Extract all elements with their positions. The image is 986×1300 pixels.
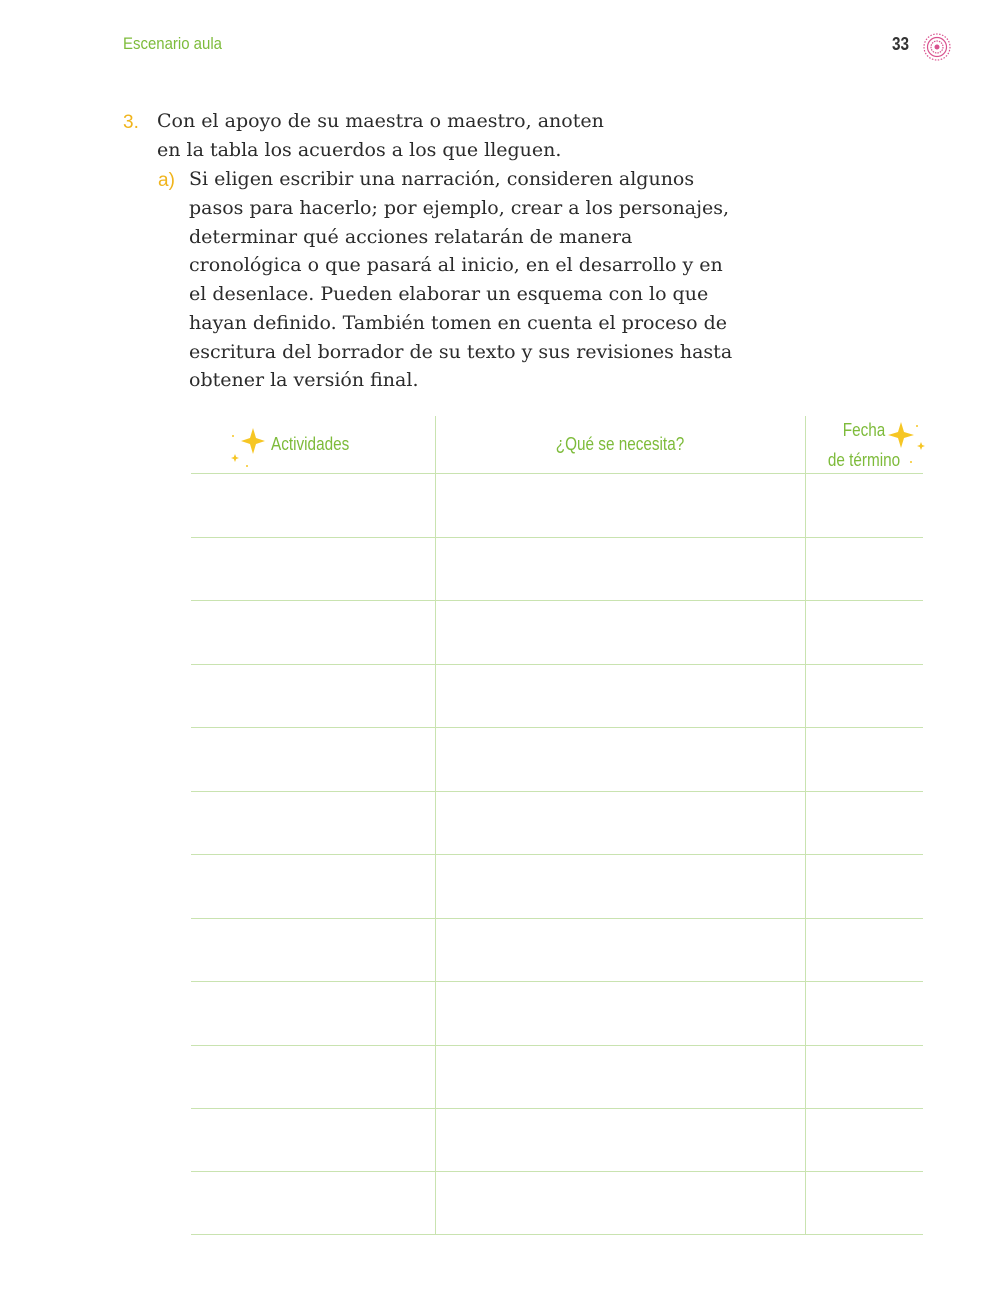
table-row-rule	[191, 537, 923, 538]
page-ornament-icon	[922, 32, 952, 62]
sub-item-line: escritura del borrador de su texto y sus revisiones hasta	[189, 341, 733, 363]
table-row-rule	[191, 854, 923, 855]
table-row-rule	[191, 1108, 923, 1109]
intro-line: Con el apoyo de su maestra o maestro, anoten	[157, 110, 604, 132]
agreements-table	[191, 416, 923, 1234]
page-number: 33	[892, 34, 910, 54]
table-row-rule	[191, 600, 923, 601]
column-divider	[435, 416, 436, 1234]
sub-item-line: obtener la versión final.	[189, 369, 419, 391]
item-number: 3.	[123, 112, 139, 133]
table-row-rule	[191, 981, 923, 982]
table-row-rule	[191, 664, 923, 665]
section-title: Escenario aula	[123, 34, 222, 53]
table-row-rule	[191, 727, 923, 728]
sub-item-marker: a)	[158, 170, 175, 191]
sub-item-line: determinar qué acciones relatarán de manera	[189, 226, 633, 248]
sub-item-line: pasos para hacerlo; por ejemplo, crear a los personajes,	[189, 197, 730, 219]
column-header-date: de término	[827, 450, 901, 470]
table-row-rule	[191, 1234, 923, 1235]
table-row-rule	[191, 1171, 923, 1172]
table-row-rule	[191, 473, 923, 474]
column-header-date: Fecha	[842, 420, 886, 440]
sub-item-line: el desenlace. Pueden elaborar un esquema con lo que	[189, 283, 709, 305]
table-row-rule	[191, 918, 923, 919]
sub-item-line: Si eligen escribir una narración, consideren algunos	[189, 168, 695, 190]
sparkle-icon	[227, 426, 267, 470]
intro-line: en la tabla los acuerdos a los que lleguen.	[157, 139, 562, 161]
sparkle-icon	[887, 418, 927, 468]
sub-item-line: hayan definido. También tomen en cuenta el proceso de	[189, 312, 728, 334]
column-header-needs: ¿Qué se necesita?	[555, 434, 685, 454]
sub-item-line: cronológica o que pasará al inicio, en el desarrollo y en	[189, 254, 723, 276]
table-row-rule	[191, 1045, 923, 1046]
table-row-rule	[191, 791, 923, 792]
column-header-activities: Actividades	[271, 434, 350, 454]
column-divider	[805, 416, 806, 1234]
